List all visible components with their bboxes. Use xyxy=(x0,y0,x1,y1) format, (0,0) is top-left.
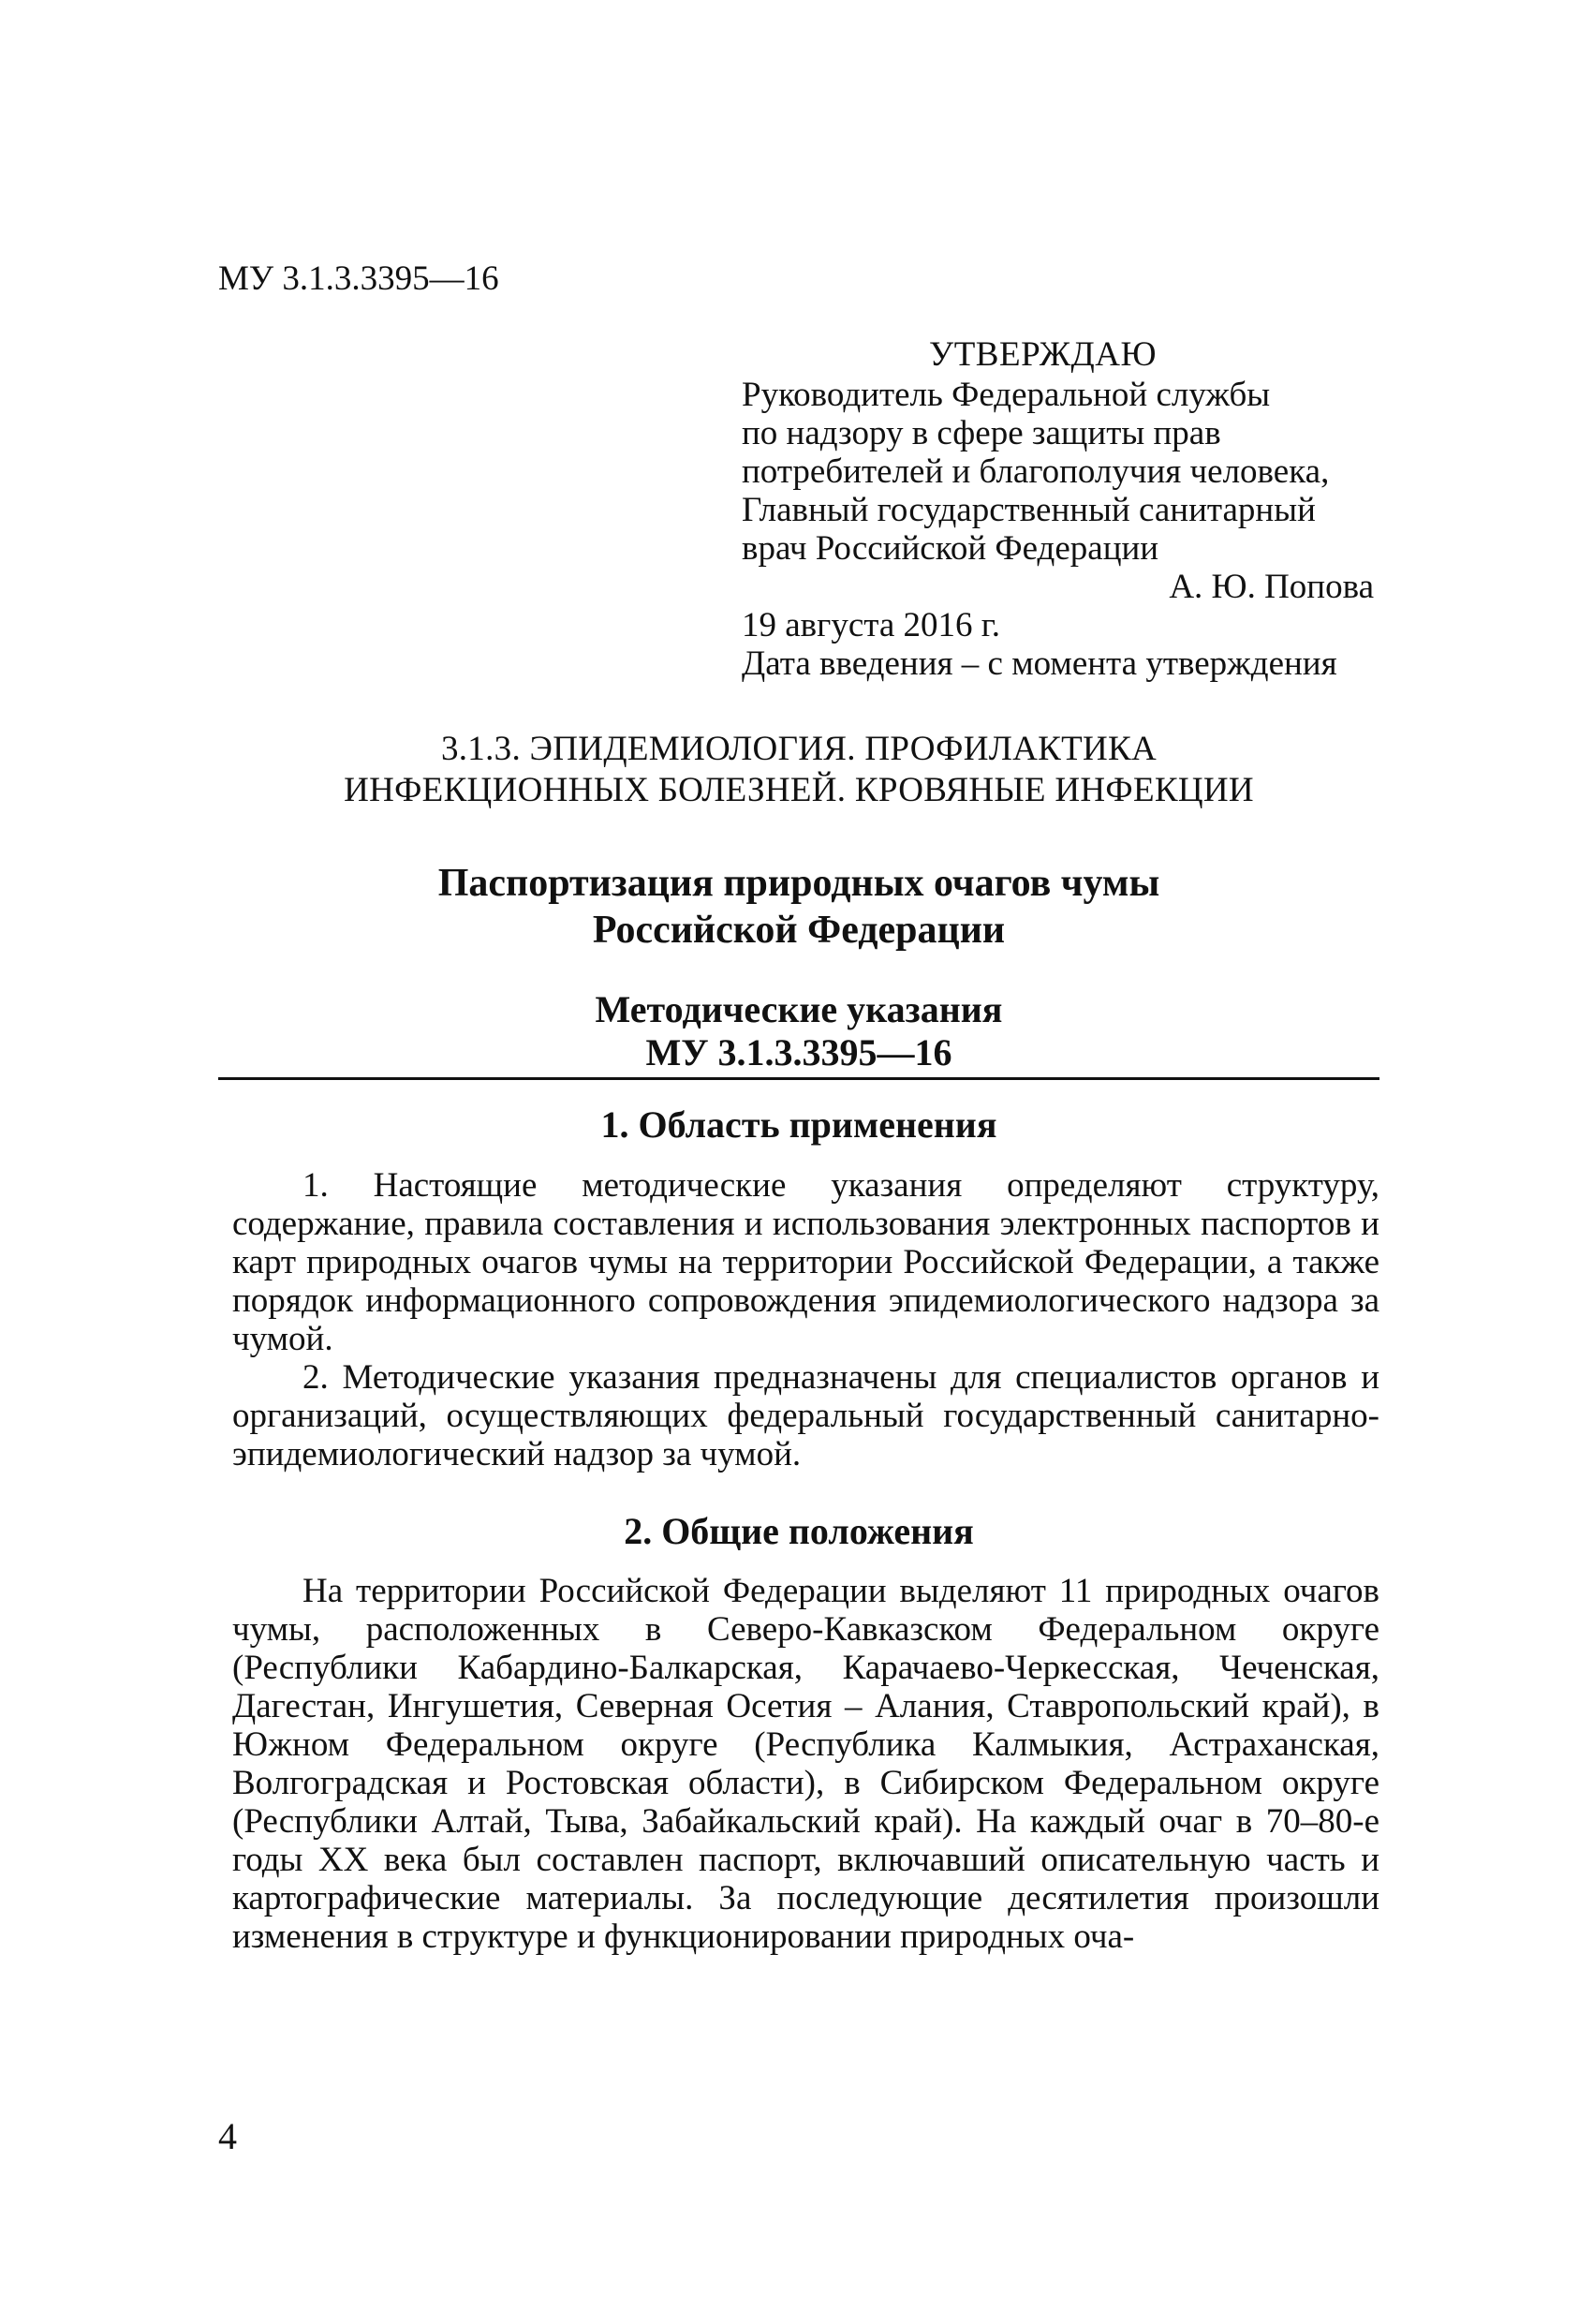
category-line: ИНФЕКЦИОННЫХ БОЛЕЗНЕЙ. КРОВЯНЫЕ ИНФЕКЦИИ xyxy=(344,771,1254,809)
section-2-heading: 2. Общие положения xyxy=(624,1510,974,1552)
approval-block xyxy=(742,335,1379,683)
document-type xyxy=(218,988,1379,1074)
doc-type-line: Методические указания xyxy=(595,988,1003,1030)
category-heading xyxy=(218,729,1379,811)
category-line: 3.1.3. ЭПИДЕМИОЛОГИЯ. ПРОФИЛАКТИКА xyxy=(440,730,1158,768)
title-divider xyxy=(218,1077,1379,1080)
approval-date: 19 августа 2016 г. xyxy=(742,606,1001,644)
page-number: 4 xyxy=(218,2115,237,2157)
approval-heading: УТВЕРЖДАЮ xyxy=(929,335,1157,374)
section-1-body xyxy=(232,1166,1379,1473)
paragraph: 1. Настоящие методические указания определяют структуру, содержание, правила составления и использования электронных паспортов и карт природных очагов чумы на территории Российской Федерации, а также порядок информационного сопровождения эпидемиологического надзора за чумой. xyxy=(232,1166,1379,1358)
title-line: Паспортизация природных очагов чумы xyxy=(437,862,1160,905)
approval-effective-date: Дата введения – с момента утверждения xyxy=(742,644,1337,683)
document-title xyxy=(218,860,1379,954)
title-line: Российской Федерации xyxy=(592,909,1006,952)
paragraph: 2. Методические указания предназначены для специалистов органов и организаций, осуществляющих федеральный государственный санитарно-эпидемиологический надзор за чумой. xyxy=(232,1358,1379,1473)
approval-position-line: Главный государственный санитарный xyxy=(742,491,1316,529)
doc-type-code: МУ 3.1.3.3395—16 xyxy=(645,1031,952,1073)
approval-position-line: врач Российской Федерации xyxy=(742,529,1159,568)
section-2-body xyxy=(232,1572,1379,1956)
approval-signer: А. Ю. Попова xyxy=(1169,568,1374,606)
paragraph: На территории Российской Федерации выделяют 11 природных очагов чумы, расположенных в Северо-Кавказском Федеральном округе (Республики Кабардино-Балкарская, Карачаево-Черкесская, Чеченская, Дагестан, Ингушетия, Северная Осетия – Алания, Ставропольский край), в Южном Федеральном округе (Республика Калмыкия, Астраханская, Волгоградская и Ростовская области), в Сибирском Федеральном округе (Республики Алтай, Тыва, Забайкальский край). На каждый очаг в 70–80-е годы XX века был составлен паспорт, включавший описательную часть и картографические материалы. За последующие десятилетия произошли изменения в структуре и функционировании природных оча- xyxy=(232,1572,1379,1956)
approval-position-line: по надзору в сфере защиты прав xyxy=(742,414,1221,452)
approval-position-line: потребителей и благополучия человека, xyxy=(742,452,1330,491)
section-1-heading: 1. Область применения xyxy=(600,1103,997,1146)
approval-position-line: Руководитель Федеральной службы xyxy=(742,376,1271,414)
document-code-header: МУ 3.1.3.3395—16 xyxy=(218,259,499,298)
